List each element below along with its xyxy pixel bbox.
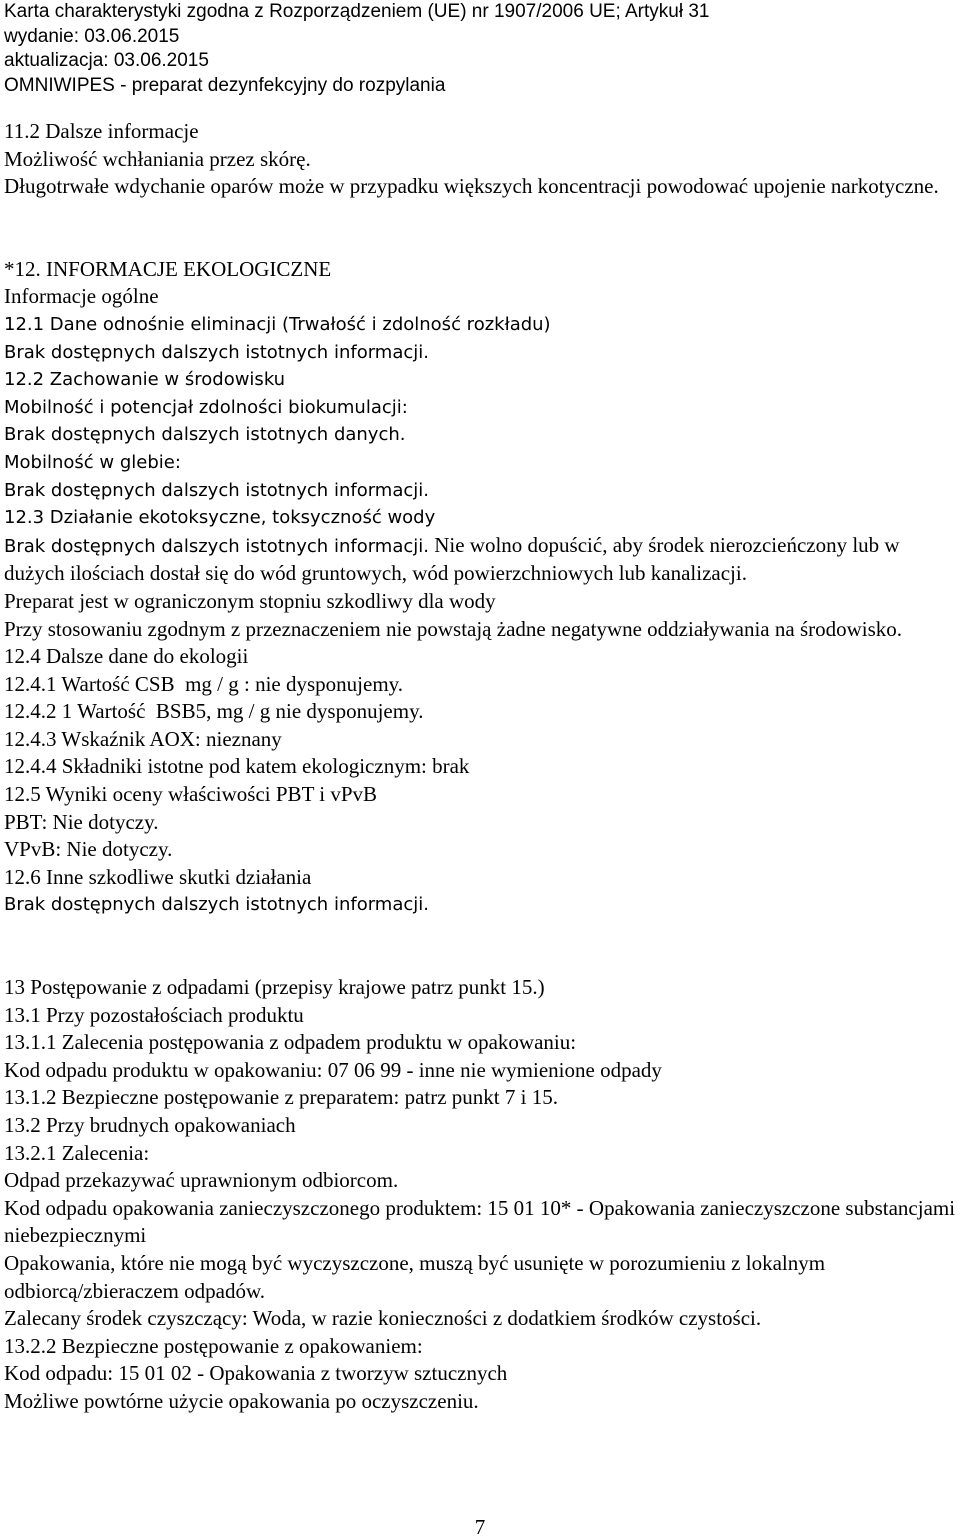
text-line: 12.4.1 Wartość CSB mg / g : nie dysponujemy.: [4, 671, 404, 696]
section-heading: 11.2 Dalsze informacje: [4, 119, 199, 143]
section-heading: 13 Postępowanie z odpadami (przepisy krajowe patrz punkt 15.): [4, 975, 545, 1000]
text-line: 12.4.3 Wskaźnik AOX: nieznany: [4, 726, 282, 751]
subheading: Informacje ogólne: [4, 284, 159, 309]
text-line: Możliwość wchłaniania przez skórę.: [4, 146, 311, 171]
subsection-12-6-heading: 12.6 Inne szkodliwe skutki działania: [4, 864, 312, 889]
text-line: Brak dostępnych dalszych istotnych informacji.: [4, 894, 429, 916]
page-number: 7: [474, 1515, 486, 1539]
text-line: Brak dostępnych dalszych istotnych danych.: [4, 424, 406, 446]
mobility-label: Mobilność i potencjał zdolności biokumulacji:: [4, 396, 408, 418]
text-line: Brak dostępnych dalszych istotnych informacji.: [4, 479, 429, 501]
subsection-13-2-heading: 13.2 Przy brudnych opakowaniach: [4, 1113, 296, 1137]
text-paragraph: Opakowania, które nie mogą być wyczyszczone, muszą być usunięte w porozumieniu z lokalnym odbiorcą/zbieraczem odpadów.: [4, 1250, 826, 1303]
update-date: aktualizacja: 03.06.2015: [4, 50, 209, 71]
subsection-12-3-heading: 12.3 Działanie ekotoksyczne, toksyczność wody: [4, 507, 436, 529]
spacer: [4, 201, 958, 256]
text-line: Kod odpadu: 15 01 02 - Opakowania z tworzyw sztucznych: [4, 1361, 508, 1386]
spacer: [4, 98, 958, 118]
subsection-12-5-heading: 12.5 Wyniki oceny właściwości PBT i vPvB: [4, 782, 378, 807]
subsection-13-2-1-heading: 13.2.1 Zalecenia:: [4, 1140, 150, 1165]
subsection-12-1-heading: 12.1 Dane odnośnie eliminacji (Trwałość i zdolność rozkładu): [4, 313, 551, 335]
section-12: [4, 256, 958, 919]
subsection-13-1-2-heading: 13.1.2 Bezpieczne postępowanie z preparatem: patrz punkt 7 i 15.: [4, 1085, 558, 1110]
text-line: 12.4.2 1 Wartość BSB5, mg / g nie dysponujemy.: [4, 699, 424, 724]
text-run: Nie wolno dopuścić, aby środek nierozcieńczony lub w dużych ilościach dostał się do wód gruntowych, wód powierzchniowych lub kanalizacji.: [4, 532, 900, 586]
section-11-2: [4, 118, 958, 201]
subsection-12-2-heading: 12.2 Zachowanie w środowisku: [4, 369, 286, 391]
text-paragraph: Długotrwałe wdychanie oparów może w przypadku większych koncentracji powodować upojenie narkotyczne.: [4, 174, 939, 199]
section-13: [4, 974, 958, 1416]
subsection-13-1-heading: 13.1 Przy pozostałościach produktu: [4, 1002, 304, 1027]
text-line: 12.4.4 Składniki istotne pod katem ekologicznym: brak: [4, 754, 470, 779]
document-header: [4, 0, 958, 98]
text-run: Brak dostępnych dalszych istotnych informacji.: [4, 535, 429, 557]
text-line: Brak dostępnych dalszych istotnych informacji.: [4, 341, 429, 363]
text-paragraph: [4, 532, 958, 588]
text-line: Odpad przekazywać uprawnionym odbiorcom.: [4, 1168, 399, 1193]
product-name: OMNIWIPES - preparat dezynfekcyjny do rozpylania: [4, 74, 446, 96]
text-paragraph: Przy stosowaniu zgodnym z przeznaczeniem nie powstają żadne negatywne oddziaływania na środowisko.: [4, 616, 903, 641]
text-line: Zalecany środek czyszczący: Woda, w razie konieczności z dodatkiem środków czystości.: [4, 1306, 762, 1331]
document-page: [4, 0, 958, 1416]
section-heading: *12. INFORMACJE EKOLOGICZNE: [4, 256, 332, 281]
subsection-13-2-2-heading: 13.2.2 Bezpieczne postępowanie z opakowaniem:: [4, 1333, 423, 1358]
edition-date: wydanie: 03.06.2015: [4, 25, 180, 47]
text-line: Możliwe powtórne użycie opakowania po oczyszczeniu.: [4, 1388, 479, 1413]
subsection-12-4-heading: 12.4 Dalsze dane do ekologii: [4, 644, 249, 669]
document-title: Karta charakterystyki zgodna z Rozporządzeniem (UE) nr 1907/2006 UE; Artykuł 31: [4, 1, 710, 22]
text-line: VPvB: Nie dotyczy.: [4, 837, 173, 862]
subsection-13-1-1-heading: 13.1.1 Zalecenia postępowania z odpadem produktu w opakowaniu:: [4, 1030, 577, 1055]
text-line: Preparat jest w ograniczonym stopniu szkodliwy dla wody: [4, 588, 496, 613]
text-line: Kod odpadu produktu w opakowaniu: 07 06 99 - inne nie wymienione odpady: [4, 1057, 662, 1082]
text-paragraph: Kod odpadu opakowania zanieczyszczonego produktem: 15 01 10* - Opakowania zanieczyszczone substancjami niebezpiecznymi: [4, 1195, 956, 1248]
spacer: [4, 919, 958, 974]
text-line: PBT: Nie dotyczy.: [4, 809, 159, 834]
soil-mobility-label: Mobilność w glebie:: [4, 451, 181, 473]
